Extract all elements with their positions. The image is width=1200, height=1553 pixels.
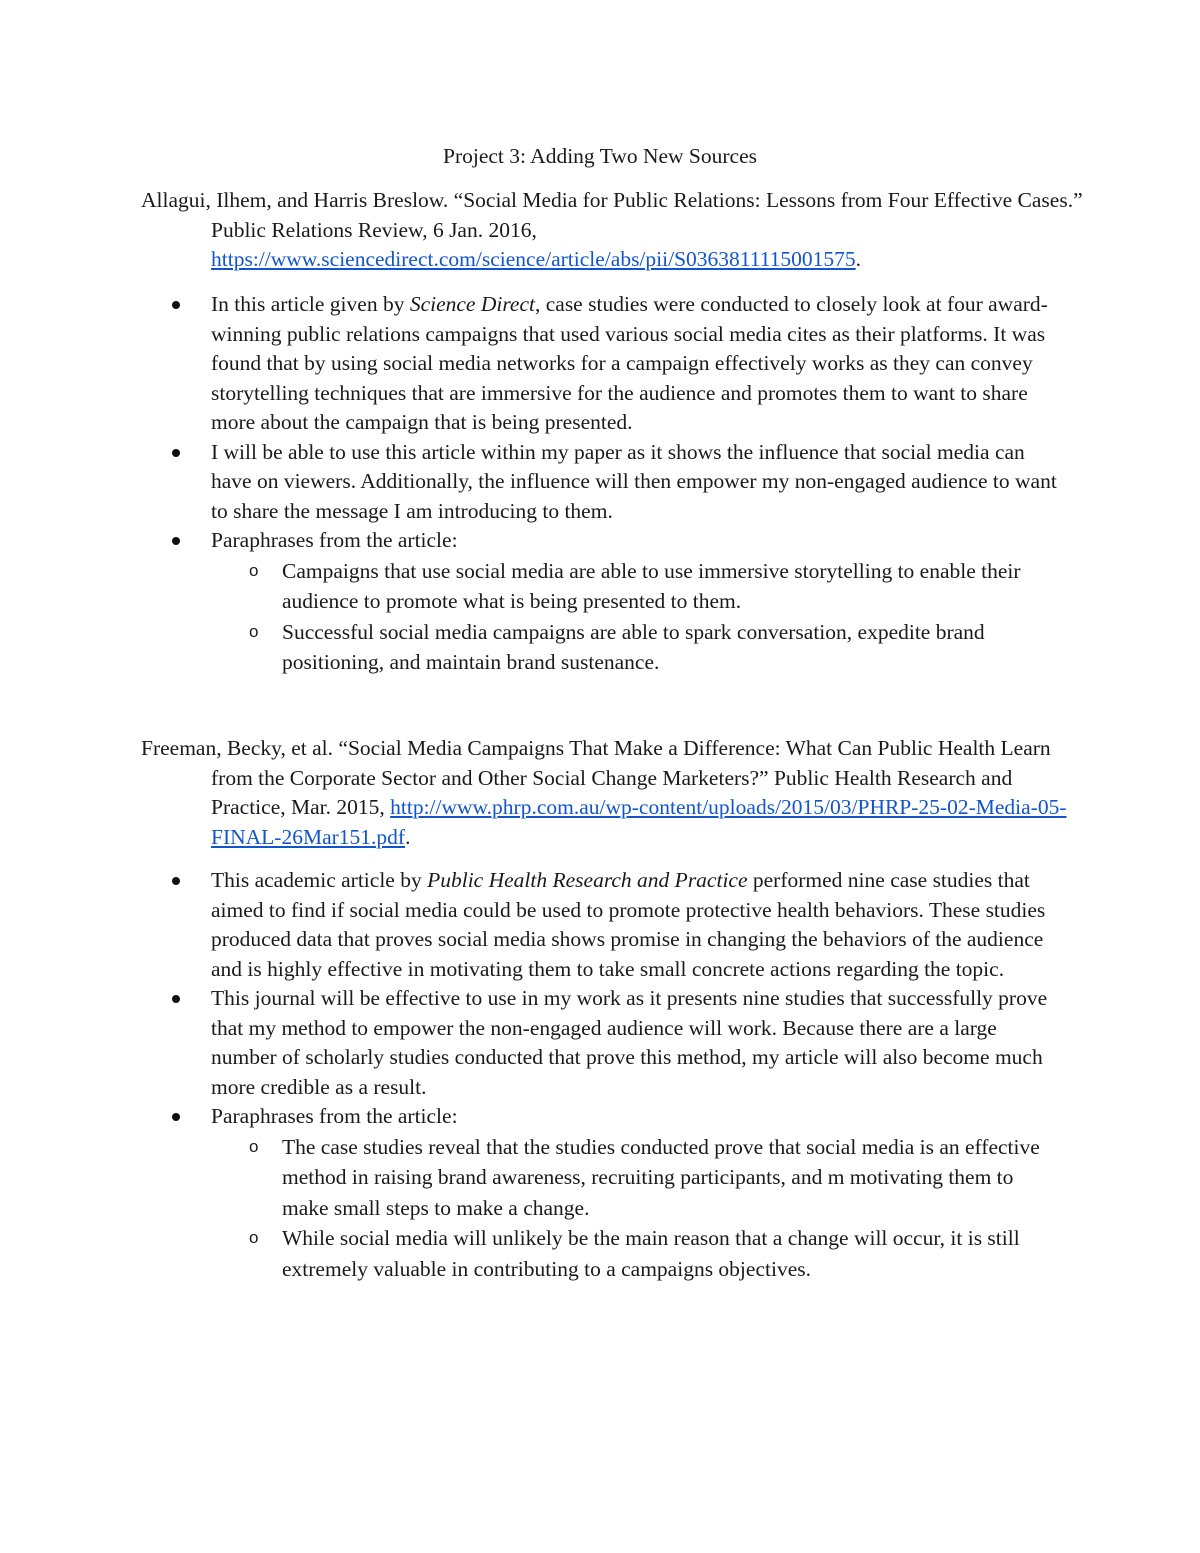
circle-bullet-icon: o: [249, 621, 259, 641]
bullet-icon: [172, 995, 180, 1003]
list-item: [0, 617, 1062, 678]
circle-bullet-icon: o: [249, 560, 259, 580]
citation-1-text: Allagui, Ilhem, and Harris Breslow. “Social Media for Public Relations: Lessons from Four Effective Cases.” Public Relations Review, 6 Jan. 2016,: [141, 188, 1083, 242]
citation-2-link[interactable]: http://www.phrp.com.au/wp-content/uploads/2015/03/PHRP-25-02-Media-05-FINAL-26Mar151.pdf: [211, 795, 1067, 849]
bullet-text: Paraphrases from the article:: [211, 1104, 458, 1128]
citation-1: [141, 186, 1091, 275]
citation-1-link[interactable]: https://www.sciencedirect.com/science/article/abs/pii/S0363811115001575: [211, 247, 856, 271]
page-title: Project 3: Adding Two New Sources: [443, 144, 757, 168]
paraphrase-list: [211, 1132, 1061, 1285]
list-item: [0, 290, 1061, 438]
source-1-bullets: [0, 290, 1061, 678]
bullet-icon: [172, 537, 180, 545]
bullet-text: This academic article by: [211, 868, 428, 892]
bullet-text: I will be able to use this article within my paper as it shows the influence that social media can have on viewers. Additionally, the influence will then empower my non-engaged audience to want to share the message I am introducing to them.: [211, 439, 1057, 523]
paraphrase-text: The case studies reveal that the studies conducted prove that social media is an effective method in raising brand awareness, recruiting participants, and m motivating them to make small steps to make a change.: [282, 1134, 1040, 1220]
circle-bullet-icon: o: [249, 1228, 259, 1247]
bullet-icon: [172, 301, 180, 309]
list-item: [0, 438, 1061, 527]
bullet-text: This journal will be effective to use in my work as it presents nine studies that successfully prove that my method to empower the non-engaged audience will work. Because there are a large number of scholarly studies conducted that prove this method, my article will also become much more credible as a result.: [211, 986, 1048, 1099]
circle-bullet-icon: o: [249, 1136, 259, 1156]
bullet-text: Paraphrases from the article:: [211, 528, 458, 552]
citation-2-trail: .: [405, 824, 411, 849]
bullet-icon: [172, 1113, 180, 1121]
list-item: [0, 984, 1061, 1102]
list-item: [0, 556, 1062, 617]
publisher-name: Science Direct: [409, 292, 535, 316]
bullet-text: performed nine case studies that aimed to find if social media could be used to promote protective health behaviors. These studies produced data that proves social media shows promise in changing the behaviors of the audience and is highly effective in motivating them to take small concrete actions regarding the topic.: [211, 868, 1046, 981]
bullet-icon: [172, 449, 180, 457]
paraphrase-text: Campaigns that use social media are able to use immersive storytelling to enable their audience to promote what is being presented to them.: [282, 558, 1021, 613]
bullet-icon: [172, 877, 180, 885]
citation-2-text: Freeman, Becky, et al. “Social Media Campaigns That Make a Difference: What Can Public Health Learn from the Corporate Sector and Other Social Change Marketers?” Public Health Research and Practice, Mar. 2015,: [141, 736, 1051, 819]
paraphrase-text: While social media will unlikely be the main reason that a change will occur, it is still extremely valuable in contributing to a campaigns objectives.: [282, 1226, 1020, 1281]
list-item: [0, 526, 1061, 678]
paraphrase-list: [211, 556, 1061, 678]
paraphrase-text: Successful social media campaigns are able to spark conversation, expedite brand positioning, and maintain brand sustenance.: [282, 619, 985, 674]
bullet-text: , case studies were conducted to closely look at four award-winning public relations campaigns that used various social media cites as their platforms. It was found that by using social media networks for a campaign effectively works as they can convey storytelling techniques that are immersive for the audience and promotes them to want to share more about the campaign that is being presented.: [211, 292, 1048, 434]
list-item: [0, 1223, 1062, 1284]
list-item: [0, 1102, 1061, 1284]
list-item: [0, 866, 1061, 984]
publisher-name: Public Health Research and Practice: [427, 868, 748, 892]
citation-1-trail: .: [855, 247, 862, 271]
citation-2: [141, 734, 1091, 852]
source-2-bullets: [0, 866, 1061, 1284]
list-item: [0, 1132, 1062, 1224]
bullet-text: In this article given by: [211, 292, 410, 316]
